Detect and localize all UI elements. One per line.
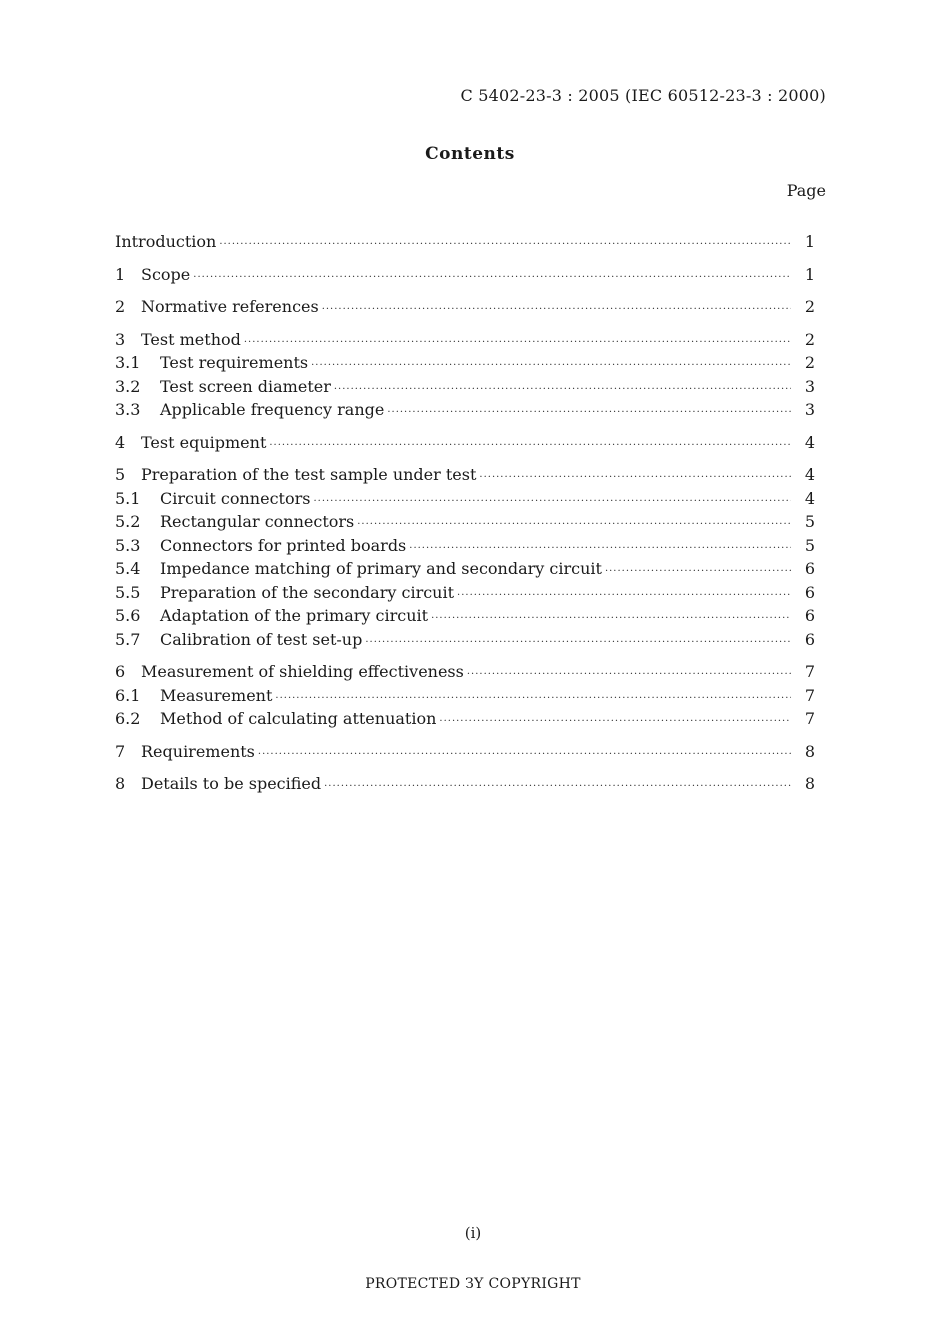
- toc-entry-label: Details to be specified: [141, 774, 322, 793]
- toc-entry-number: 7: [115, 741, 126, 761]
- toc-entry-number: 6.1: [115, 685, 141, 705]
- dot-leader: [324, 775, 791, 799]
- dot-leader: [219, 233, 791, 257]
- dot-leader: [479, 466, 791, 490]
- page-column-heading: Page: [786, 181, 826, 200]
- toc-entry-6[interactable]: [115, 660, 815, 684]
- toc-entry-page: 6: [804, 559, 815, 578]
- toc-entry-5-5[interactable]: [115, 581, 815, 605]
- dot-leader: [244, 331, 791, 355]
- dot-leader: [311, 354, 791, 378]
- copyright-footer: PROTECTED ЗY COPYRIGHT: [365, 1276, 581, 1292]
- toc-entry-number: 8: [115, 774, 126, 793]
- toc-entry-label: Method of calculating attenuation: [160, 709, 437, 728]
- dot-leader: [365, 631, 791, 655]
- toc-entry-number: 3.3: [115, 400, 141, 419]
- toc-entry-label: Test equipment: [141, 432, 267, 452]
- toc-group-introduction: [115, 230, 815, 254]
- toc-entry-number: 4: [115, 432, 126, 452]
- toc-entry-number: 5.1: [115, 488, 141, 508]
- toc-entry-page: 8: [804, 774, 815, 793]
- toc-entry-label: Preparation of the test sample under test: [141, 465, 477, 484]
- toc-entry-number: 5.3: [115, 535, 141, 555]
- toc-entry-label: Test screen diameter: [160, 376, 331, 396]
- toc-entry-page: 8: [804, 741, 815, 761]
- toc-entry-page: 4: [804, 465, 815, 484]
- toc-entry-2[interactable]: [115, 295, 815, 319]
- toc-entry-label: Test method: [141, 329, 241, 349]
- toc-entry-number: 3.2: [115, 376, 141, 396]
- toc-group-2: [115, 295, 815, 319]
- toc-entry-number: 3: [115, 329, 126, 349]
- toc-entry-label: Measurement: [160, 685, 273, 705]
- toc-entry-number: 3.1: [115, 353, 141, 372]
- dot-leader: [387, 401, 791, 425]
- toc-entry-page: 2: [804, 353, 815, 372]
- toc-entry-number: 2: [115, 297, 126, 316]
- toc-group-6: [115, 660, 815, 731]
- toc-entry-label: Circuit connectors: [160, 488, 311, 508]
- toc-entry-label: Rectangular connectors: [160, 512, 355, 531]
- toc-entry-page: 3: [804, 400, 815, 419]
- toc-entry-8[interactable]: [115, 772, 815, 796]
- toc-entry-label: Connectors for printed boards: [160, 535, 407, 555]
- toc-entry-5-6[interactable]: [115, 604, 815, 628]
- dot-leader: [439, 710, 791, 734]
- toc-entry-label: Calibration of test set-up: [160, 629, 363, 649]
- page-title: Contents: [425, 144, 515, 164]
- toc-entry-number: 1: [115, 264, 126, 284]
- toc-entry-page: 6: [804, 582, 815, 602]
- dot-leader: [334, 378, 791, 402]
- toc-entry-page: 7: [804, 685, 815, 705]
- toc-entry-number: 6: [115, 662, 126, 681]
- toc-entry-label: Impedance matching of primary and secondary circuit: [160, 559, 602, 578]
- toc-entry-page: 2: [804, 297, 815, 316]
- toc-entry-page: 1: [804, 232, 815, 251]
- toc-group-8: [115, 772, 815, 796]
- toc-entry-number: 6.2: [115, 709, 141, 728]
- toc-entry-number: 5: [115, 465, 126, 484]
- toc-entry-5-3[interactable]: [115, 534, 815, 558]
- toc-entry-number: 5.4: [115, 559, 141, 578]
- toc-group-3: [115, 328, 815, 422]
- toc-entry-3-1[interactable]: [115, 351, 815, 375]
- toc-entry-label: Introduction: [115, 232, 217, 251]
- toc-entry-1[interactable]: [115, 263, 815, 287]
- toc-entry-label: Measurement of shielding effectiveness: [141, 662, 464, 681]
- dot-leader: [357, 513, 791, 537]
- dot-leader: [457, 584, 791, 608]
- toc-entry-5-1[interactable]: [115, 487, 815, 511]
- toc-entry-6-2[interactable]: [115, 707, 815, 731]
- toc-entry-page: 4: [804, 432, 815, 452]
- toc-entry-label: Requirements: [141, 741, 255, 761]
- toc-entry-page: 6: [804, 629, 815, 649]
- table-of-contents: [115, 230, 815, 805]
- toc-entry-label: Normative references: [141, 297, 319, 316]
- toc-entry-page: 7: [804, 662, 815, 681]
- document-identifier: C 5402-23-3 : 2005 (IEC 60512-23-3 : 2000): [460, 86, 826, 105]
- toc-group-5: [115, 463, 815, 651]
- toc-entry-page: 6: [804, 606, 815, 625]
- toc-entry-label: Preparation of the secondary circuit: [160, 582, 455, 602]
- dot-leader: [467, 663, 791, 687]
- toc-entry-3[interactable]: [115, 328, 815, 352]
- dot-leader: [322, 298, 791, 322]
- toc-group-4: [115, 431, 815, 455]
- toc-entry-page: 7: [804, 709, 815, 728]
- toc-entry-page: 5: [804, 535, 815, 555]
- toc-entry-number: 5.7: [115, 629, 141, 649]
- dot-leader: [605, 560, 791, 584]
- dot-leader: [313, 490, 791, 514]
- toc-entry-3-2[interactable]: [115, 375, 815, 399]
- page-folio: (i): [464, 1224, 482, 1242]
- toc-entry-page: 1: [804, 264, 815, 284]
- toc-entry-page: 4: [804, 488, 815, 508]
- toc-entry-introduction[interactable]: [115, 230, 815, 254]
- toc-entry-number: 5.6: [115, 606, 141, 625]
- toc-entry-3-3[interactable]: [115, 398, 815, 422]
- toc-entry-page: 5: [804, 512, 815, 531]
- toc-entry-page: 3: [804, 376, 815, 396]
- toc-entry-page: 2: [804, 329, 815, 349]
- toc-entry-number: 5.5: [115, 582, 141, 602]
- toc-entry-5-4[interactable]: [115, 557, 815, 581]
- toc-entry-5[interactable]: [115, 463, 815, 487]
- toc-entry-6-1[interactable]: [115, 684, 815, 708]
- toc-entry-5-7[interactable]: [115, 628, 815, 652]
- toc-entry-label: Applicable frequency range: [160, 400, 385, 419]
- toc-entry-label: Test requirements: [160, 353, 309, 372]
- toc-entry-number: 5.2: [115, 512, 141, 531]
- toc-entry-7[interactable]: [115, 740, 815, 764]
- toc-group-7: [115, 740, 815, 764]
- dot-leader: [193, 266, 791, 290]
- toc-entry-5-2[interactable]: [115, 510, 815, 534]
- toc-entry-4[interactable]: [115, 431, 815, 455]
- dot-leader: [269, 434, 791, 458]
- toc-group-1: [115, 263, 815, 287]
- dot-leader: [258, 743, 791, 767]
- toc-entry-label: Scope: [141, 264, 191, 284]
- toc-entry-label: Adaptation of the primary circuit: [160, 606, 429, 625]
- dot-leader: [431, 607, 791, 631]
